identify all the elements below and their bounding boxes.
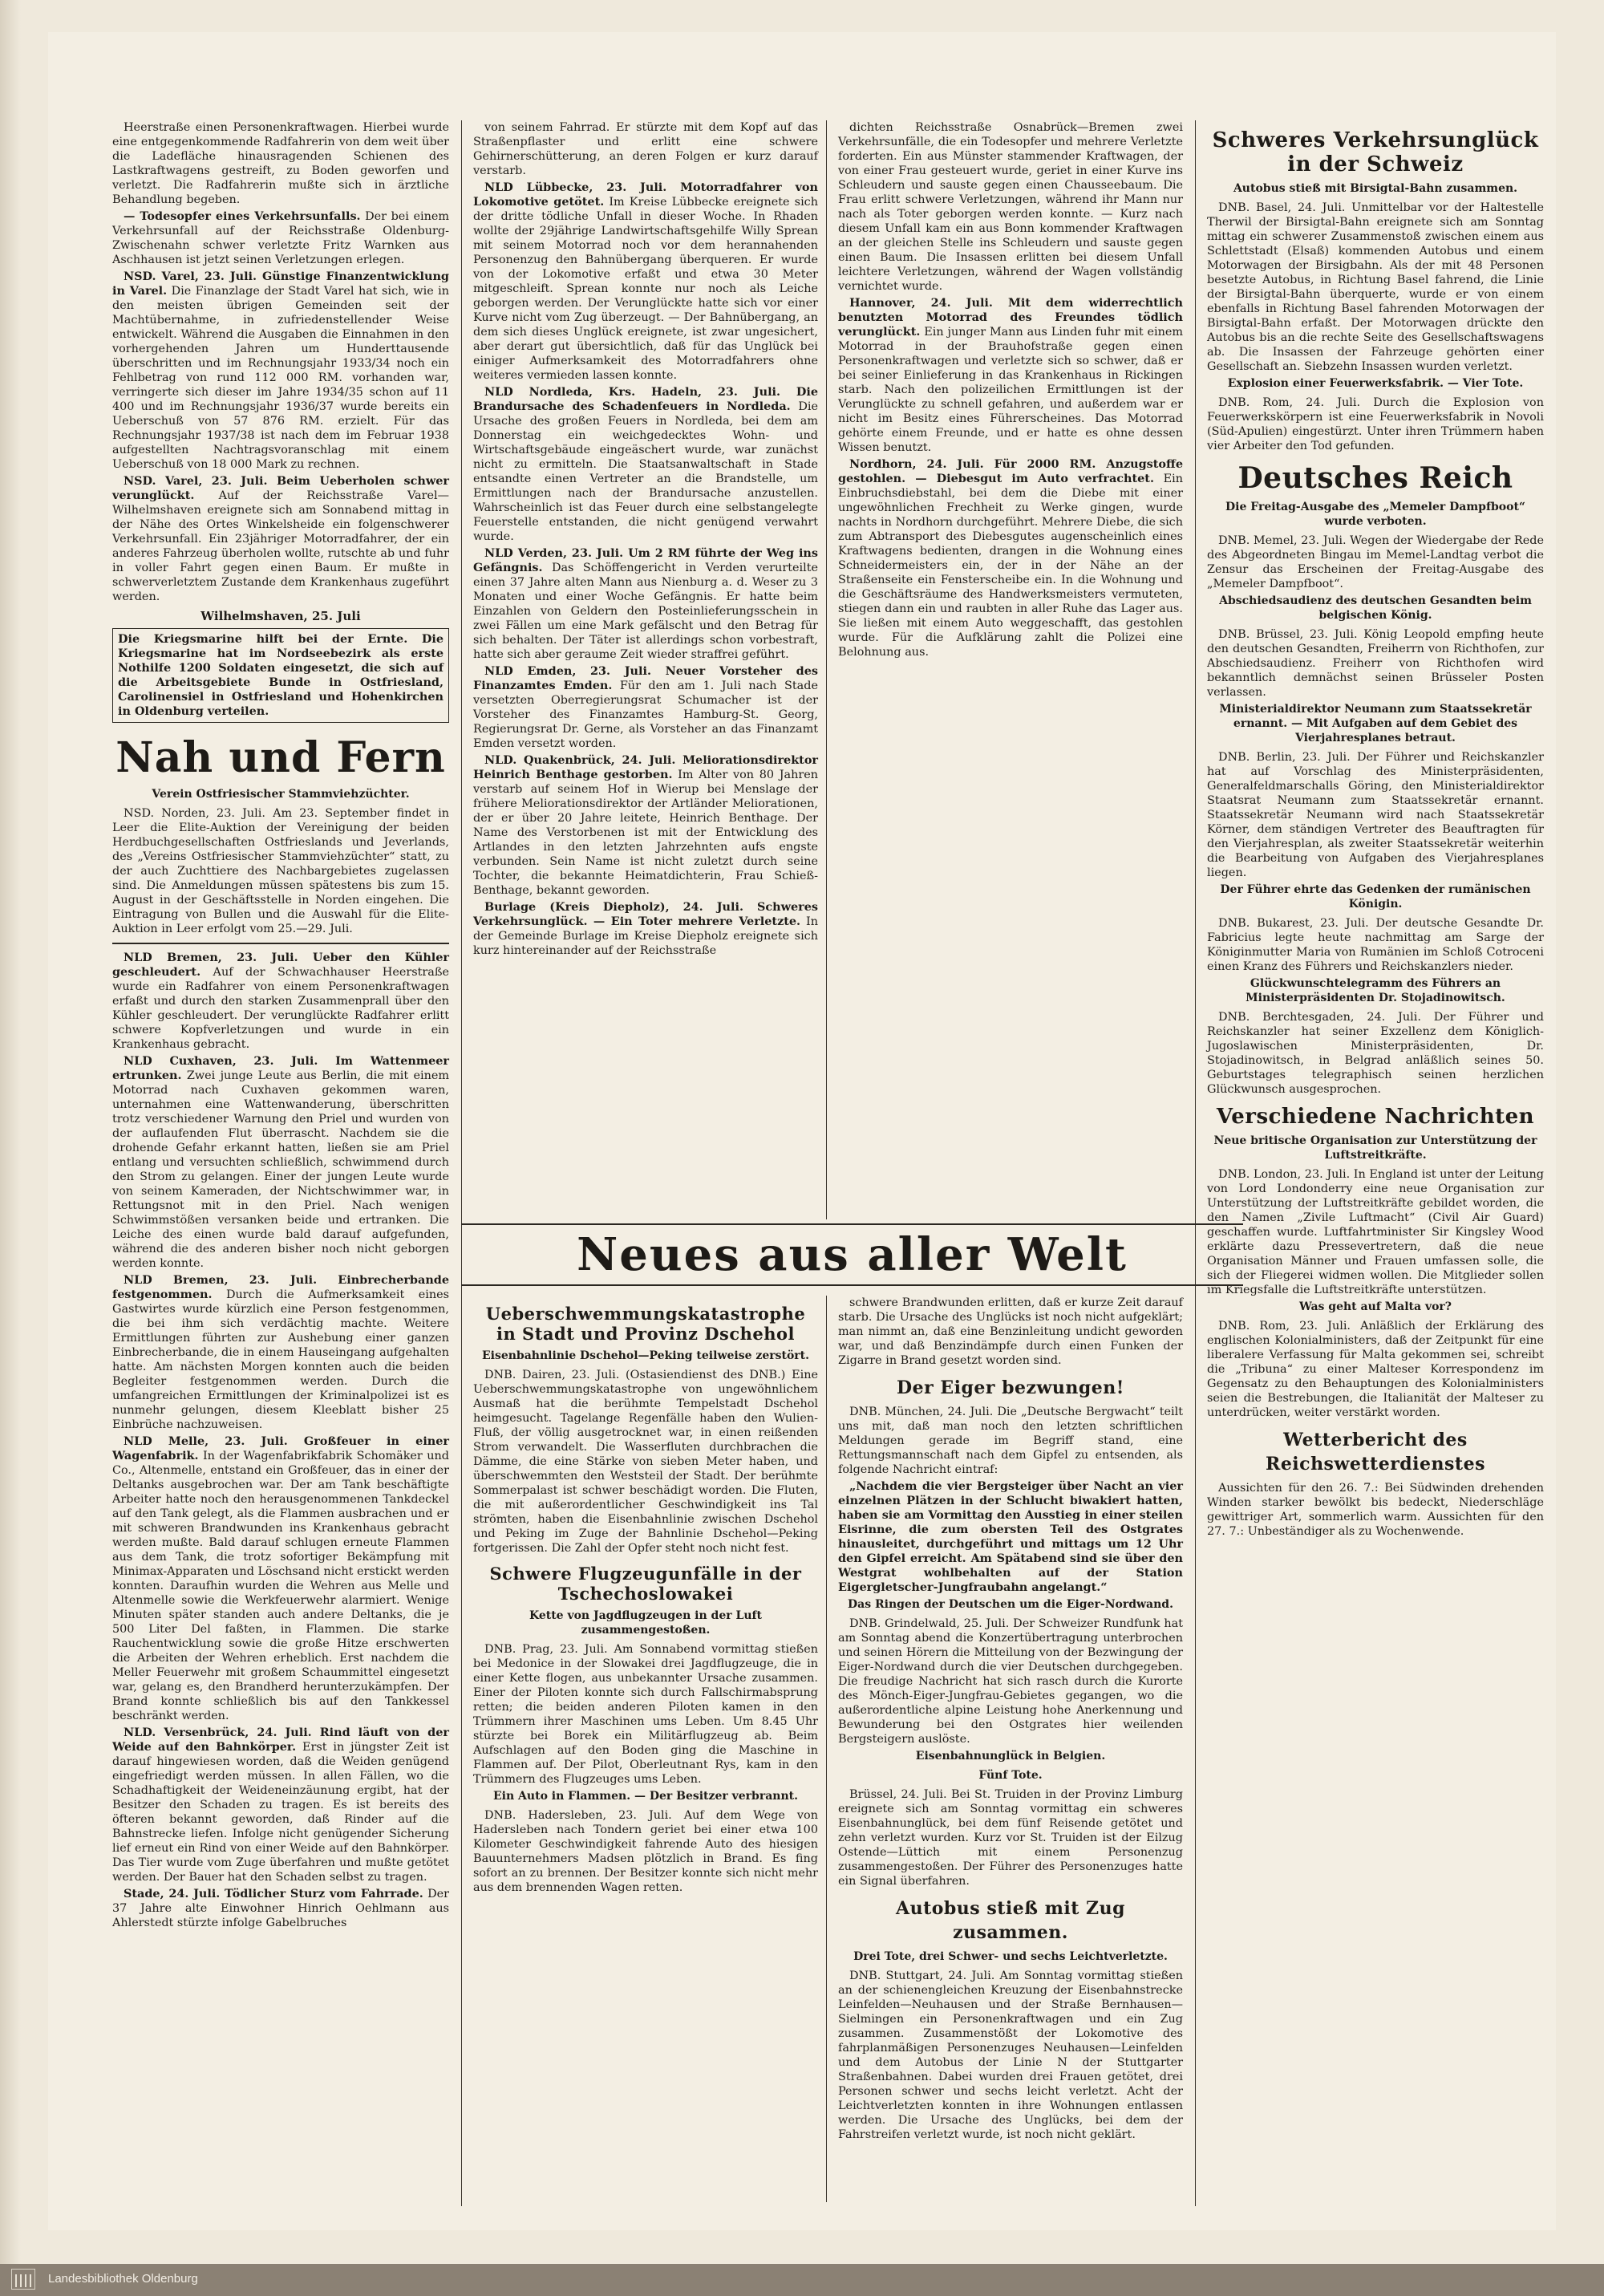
library-footer bbox=[0, 2264, 1604, 2296]
wilhelmshaven-dateline: Wilhelmshaven, 25. Juli bbox=[200, 609, 361, 623]
page-edge-shadow bbox=[0, 0, 21, 2264]
column-2-lower bbox=[473, 1296, 818, 1897]
luebbecke-heading: NLD Lübbecke, 23. Juli. Motorradfahrer von Lokomotive getötet. bbox=[473, 181, 818, 209]
column-1 bbox=[112, 120, 449, 1933]
dschehol-heading: Ueberschwemmungskatastrophe in Stadt und Provinz Dschehol bbox=[485, 1304, 806, 1344]
explosion-text: DNB. Rom, 24. Juli. Durch die Explosion von Feuerwerkskörpern ist eine Feuerwerksfabrik in Novoli (Süd-Apulien) eingestürzt. Unter ihren Trümmern haben vier Arbeiter den Tod gefunden. bbox=[1207, 396, 1544, 452]
malta-text: DNB. Rom, 23. Juli. Anläßlich der Erklärung des englischen Kolonialministers, daß der Zeitpunkt für eine liberalere Verfassung für Malta gekommen sei, schreibt die „Tribuna“ zu einer Malteser Korrespondenz im Gegensatz zu den Behauptungen des Kolonialministers seien die Bestrebungen, die Italianität der Malteser zu unterdrücken, weiter verstärkt worden. bbox=[1207, 1320, 1544, 1419]
autobus-zug-text: DNB. Stuttgart, 24. Juli. Am Sonntag vormittag stießen an der schienengleichen Kreuzung der Eisenbahnstrecke Leinfelden—Neuhausen und der Straße Bernhausen—Sielmingen ein Personenkraftwagen und ein Zug zusammen. Zusammenstößt der Lokomotive des fahrplanmäßigen Personenzuges Neuhausen—Leinfelden und dem Autobus der Linie N der Stuttgarter Straßenbahnen. Dabei wurden drei Frauen getötet, drei Personen schwer und sechs leicht verletzt. Acht der Leichtverletzten konnten in ihre Wohnungen entlassen werden. Die Ursache des Unglücks, bei dem der Fahrstreifen verletzt wurde, ist noch nicht geklärt. bbox=[838, 1969, 1183, 2141]
bremen1-heading: NLD Bremen, 23. Juli. Ueber den Kühler geschleudert. bbox=[112, 951, 449, 979]
kriegsmarine-box: Die Kriegsmarine hilft bei der Ernte. Die Kriegsmarine hat im Nordseebezirk als erste Nothilfe 1200 Soldaten eingesetzt, die sich auf die Arbeitsgebiete Bunde in Ostfriesland, Carolinensiel in Ostfriesland und Hohenkirchen in Oldenburg verteilen. bbox=[112, 628, 449, 723]
belgien-subheading: Fünf Tote. bbox=[978, 1769, 1043, 1782]
nordleda-heading: NLD Nordleda, Krs. Hadeln, 23. Juli. Die Brandursache des Schadenfeuers in Nordleda. bbox=[473, 385, 818, 413]
schweiz-heading: Schweres Verkehrsunglück in der Schweiz bbox=[1212, 128, 1539, 176]
autobus-zug-heading: Autobus stieß mit Zug zusammen. bbox=[896, 1898, 1125, 1943]
ringen-text: DNB. Grindelwald, 25. Juli. Der Schweizer Rundfunk hat am Sonntag abend die Konzertübertragung unterbrochen und seinen Hörern die Mitteilung von der Bezwingung der Eiger-Nordwand durch die vier Deutschen durchgegeben. Die freudige Nachricht hat sich rasch durch die Kurorte des Mönch-Eiger-Jungfrau-Gebietes gegangen, wo die außerordentliche alpine Leistung hohe Anerkennung und Bewunderung bei den Ostgrates hier weilenden Bergsteigern auslöste. bbox=[838, 1617, 1183, 1746]
nordhorn-heading: Nordhorn, 24. Juli. Für 2000 RM. Anzugstoffe gestohlen. — Diebesgut im Auto verfrachtet. bbox=[838, 457, 1183, 485]
burlage-heading: Burlage (Kreis Diepholz), 24. Juli. Schweres Verkehrsunglück. — Ein Toter mehrere Verletzte. bbox=[473, 900, 818, 928]
bremen2-heading: NLD Bremen, 23. Juli. Einbrecherbande festgenommen. bbox=[112, 1273, 449, 1301]
cuxhaven-text: Zwei junge Leute aus Berlin, die mit einem Motorrad nach Cuxhaven gekommen waren, unternahmen eine Wattenwanderung, überschritten trotz verschiedener Warnung den Priel und wurden von der auflaufenden Flut überrascht. Nachdem sie die drohende Gefahr erkannt hatten, ließen sie am Priel entlang und versuchten schließlich, schwimmend durch den Strom zu gelangen. Einer der jungen Leute wurde von seinem Kameraden, der Nichtschwimmer war, in Rettungsnot mit in den Priel. Nach wenigen Schwimmstößen versanken beide und ertranken. Die Leiche des einen wurde bald darauf aufgefunden, während die des anderen bisher noch nicht geborgen werden konnte. bbox=[112, 1069, 449, 1270]
todesopfer-heading: — Todesopfer eines Verkehrsunfalls. bbox=[124, 209, 361, 223]
cuxhaven-heading: NLD Cuxhaven, 23. Juli. Im Wattenmeer ertrunken. bbox=[112, 1054, 449, 1082]
col1-intro: Heerstraße einen Personenkraftwagen. Hierbei wurde eine entgegenkommende Radfahrerin von dem weit über die Ladefläche hinausragenden Schienen des Lastkraftwagens gestreift, zu Boden geworfen und verletzt. Die Radfahrerin mußte sich in ärztliche Behandlung begeben. bbox=[112, 121, 449, 206]
glueckwunsch-text: DNB. Berchtesgaden, 24. Juli. Der Führer und Reichskanzler hat seiner Exzellenz dem Königlich-Jugoslawischen Ministerpräsidenten, Dr. Stojadinowitsch, in Belgrad anläßlich seines 50. Geburtstages telegraphisch seinen herzlichen Glückwunsch ausgesprochen. bbox=[1207, 1011, 1544, 1096]
belgien-heading: Eisenbahnunglück in Belgien. bbox=[915, 1750, 1106, 1763]
memel-text: DNB. Memel, 23. Juli. Wegen der Wiedergabe der Rede des Abgeordneten Bingau im Memel-Landtag verbot die Zensur das Erscheinen der Freitag-Ausgabe des „Memeler Dampfboot“. bbox=[1207, 534, 1544, 590]
library-building-icon bbox=[11, 2269, 35, 2290]
melle-heading: NLD Melle, 23. Juli. Großfeuer in einer Wagenfabrik. bbox=[112, 1434, 449, 1462]
stade-text: Der 37 Jahre alte Einwohner Hinrich Oehlmann aus Ahlerstedt stürzte infolge Gabelbruches bbox=[112, 1888, 449, 1929]
wetterbericht-text: Aussichten für den 26. 7.: Bei Südwinden drehenden Winden starker bewölkt bis bedeckt, Niederschläge gewittriger Art, sommerlich warm. Aussichten für den 27. 7.: Unbeständiger als zu Wochenwende. bbox=[1207, 1482, 1544, 1538]
column-rule-3 bbox=[1195, 120, 1196, 2206]
nah-und-fern-heading: Nah und Fern bbox=[115, 733, 446, 782]
emden-text: Für den am 1. Juli nach Stade versetzten Oberregierungsrat Schumacher ist der Vorsteher des Finanzamtes Hamburg-St. Georg, Regierungsrat Dr. Gerne, als Vorsteher an das Finanzamt Emden versetzt worden. bbox=[473, 679, 818, 750]
dschehol-text: DNB. Dairen, 23. Juli. (Ostasiendienst des DNB.) Eine Ueberschwemmungskatastrophe von ungewöhnlichem Ausmaß hat die berühmte Tempelstadt Dschehol heimgesucht. Tagelange Regenfälle haben den Wulien-Fluß, der völlig ausgetrocknet war, in einen reißenden Strom verwandelt. Die Wasserfluten durchbrachen die Dämme, die eine Stärke von sieben Meter haben, und überschwemmten den Weststeil der Stadt. Der berühmte Sommerpalast ist schwer beschädigt worden. Die Fluten, die mit außerordentlicher Geschwindigkeit ins Tal strömten, haben die Eisenbahnlinie zwischen Dschehol und Peking im Zuge der Bahnlinie Dschehol—Peking fortgerissen. Die Zahl der Opfer steht noch nicht fest. bbox=[473, 1369, 818, 1555]
verschiedene-nachrichten-heading: Verschiedene Nachrichten bbox=[1216, 1105, 1535, 1129]
varel2-heading: NSD. Varel, 23. Juli. Beim Ueberholen schwer verunglückt. bbox=[112, 474, 449, 502]
library-name: Landesbibliothek Oldenburg bbox=[48, 2272, 198, 2286]
neumann-text: DNB. Berlin, 23. Juli. Der Führer und Reichskanzler hat auf Vorschlag des Ministerpräsidenten, Generalfeldmarschalls Göring, den Ministerialdirektor Staatsrat Neumann zum Staatssekretär ernannt. Staatssekretär Neumann wird nach Staatssekretär Körner, dem ständigen Vertreter des Beauftragten für den Vierjahresplan, als zweiter Staatssekretär weiterhin die Bearbeitung von Aufgaben des Vierjahresplanes liegen. bbox=[1207, 751, 1544, 879]
verden-heading: NLD Verden, 23. Juli. Um 2 RM führte der Weg ins Gefängnis. bbox=[473, 546, 818, 574]
bremen1-text: Auf der Schwachhauser Heerstraße wurde ein Radfahrer von einem Personenkraftwagen erfaßt und durch den starken Zusammenprall über den Kühler geschleudert. Der verunglückte Radfahrer erlitt schwere Kopfverletzungen und wurde in ein Krankenhaus gebracht. bbox=[112, 966, 450, 1051]
column-4 bbox=[1207, 120, 1544, 1541]
ringen-heading: Das Ringen der Deutschen um die Eiger-Nordwand. bbox=[848, 1598, 1173, 1611]
schweiz-text: DNB. Basel, 24. Juli. Unmittelbar vor der Haltestelle Therwil der Birsigtal-Bahn ereignete sich am Sonntag mittag ein schwerer Zusammenstoß zwischen einem aus Schlettstadt (Elsaß) kommenden Autobus und einem Motorwagen der Birsigbahn. Als der mit 48 Personen besetzte Autobus, in Richtung Basel fahrend, die Linie der Birsigtal-Bahn überquerte, wurde er von einem ebenfalls in Richtung Basel fahrenden Motorwagen der Birsigtal-Bahn erfaßt. Der Motorwagen drückte den Autobus bis an die rechte Seite des Gesellschaftswagens ab. Die Insassen der Fahrzeuge gehörten einer Gesellschaft an. Siebzehn Insassen wurden verletzt. bbox=[1207, 201, 1544, 373]
column-2 bbox=[473, 120, 818, 960]
nordhorn-text: Ein Einbruchsdiebstahl, bei dem die Diebe mit einer ungewöhnlichen Frechheit zu Werke gingen, wurde nachts in Nordhorn durchgeführt. Mehrere Diebe, die sich zum Abtransport des Diebesgutes augenscheinlich eines Kraftwagens bedienten, drangen in die Wohnung eines Schneidermeisters ein, der in der Nähe an der Straßenseite ein Fensterscheibe ein. In die Wohnung und die Geschäftsräume des Handwerksmeisters vermuteten, stiegen dann ein und raubten in aller Ruhe das Lager aus. Sie ließen mit einem Auto weggeschafft, das gestohlen wurde. Für die Aufklärung zahlt die Polizei eine Belohnung aus. bbox=[838, 473, 1184, 659]
stade-heading: Stade, 24. Juli. Tödlicher Sturz vom Fahrrade. bbox=[124, 1887, 423, 1900]
column-rule-2 bbox=[826, 120, 827, 1219]
deutsches-reich-heading: Deutsches Reich bbox=[1237, 461, 1513, 495]
memel-heading: Die Freitag-Ausgabe des „Memeler Dampfboot“ wurde verboten. bbox=[1225, 501, 1525, 528]
fuehrer-heading: Der Führer ehrte das Gedenken der rumänischen Königin. bbox=[1220, 883, 1531, 911]
glueckwunsch-heading: Glückwunschtelegramm des Führers an Ministerpräsidenten Dr. Stojadinowitsch. bbox=[1246, 977, 1505, 1004]
wetterbericht-heading: Wetterbericht des Reichswetterdienstes bbox=[1266, 1430, 1485, 1475]
hannover-heading: Hannover, 24. Juli. Mit dem widerrechtlich benutzten Motorrad des Freundes tödlich verunglückt. bbox=[838, 296, 1183, 339]
luebbecke-text: Im Kreise Lübbecke ereignete sich der dritte tödliche Unfall in dieser Woche. In Rhaden wollte der 29jährige Landwirtschaftsgehilfe Willy Sprean mit seinem Motorrad noch vor dem herannahenden Personenzug den Bahnübergang überqueren. Er wurde von der Lokomotive erfaßt und etwa 30 Meter mitgeschleift. Sprean konnte nur noch als Leiche geborgen werden. Der Verunglückte hatte sich vor einer Kurve nicht vom Zug überzeugt. — Der Bahnübergang, an dem sich dieses Unglück ereignete, ist zwar ungesichert, aber derart gut übersichtlich, daß für das Unglück bei einiger Aufmerksamkeit des Motorradfahrers ohne weiteres vermieden lassen konnte. bbox=[473, 196, 819, 382]
auto-flammen-text: DNB. Hadersleben, 23. Juli. Auf dem Wege von Hadersleben nach Tondern geriet bei einer etwa 100 Kilometer Geschwindigkeit fahrende Auto des hiesigen Bauunternehmers Madsen plötzlich in Brand. Es fing sofort an zu brennen. Der Besitzer konnte sich nicht mehr aus dem brennenden Wagen retten. bbox=[473, 1809, 818, 1894]
abschied-text: DNB. Brüssel, 23. Juli. König Leopold empfing heute den deutschen Gesandten, Freiherrn von Richthofen, zur Abschiedsaudienz. Freiherr von Richthofen wird bekanntlich demnächst seinen Brüsseler Posten verlassen. bbox=[1207, 628, 1544, 699]
flugzeugunfaelle-subheading: Kette von Jagdflugzeugen in der Luft zusammengestoßen. bbox=[529, 1609, 763, 1637]
versenbrueck-heading: NLD. Versenbrück, 24. Juli. Rind läuft von der Weide auf den Bahnkörper. bbox=[112, 1726, 449, 1754]
col3b-intro: schwere Brandwunden erlitten, daß er kurze Zeit darauf starb. Die Ursache des Unglücks ist noch nicht aufgeklärt; man nimmt an, daß eine Benzinleitung undicht geworden war, und daß Benzindämpfe durch einen Funken der Zigarre in Brand gesetzt worden sind. bbox=[838, 1296, 1183, 1367]
flugzeugunfaelle-text: DNB. Prag, 23. Juli. Am Sonnabend vormittag stießen bei Medonice in der Slowakei drei Jagdflugzeuge, die in einer Kette flogen, aus unbekannter Ursache zusammen. Einer der Piloten konnte sich durch Fallschirmabsprung retten; die beiden anderen Piloten kamen in den Trümmern ihrer Maschinen ums Leben. Um 8.45 Uhr stürzte bei Borek ein Militärflugzeug ab. Beim Aufschlagen auf den Boden ging die Maschine in Flammen auf. Der Pilot, Oberleutnant Rys, kam in den Trümmern des Flugzeuges ums Leben. bbox=[473, 1643, 818, 1786]
hannover-text: Ein junger Mann aus Linden fuhr mit einem Motorrad in der Brauhofstraße gegen einen Personenkraftwagen und verletzte sich so schwer, daß er bei seiner Einlieferung in das Krankenhaus in Rickingen starb. Nach den polizeilichen Ermittlungen ist der Verunglückte zu schnell gefahren, und außerdem war er nicht im Besitz eines Führerscheines. Das Motorrad gehörte einem Freunde, und er hatte es ohne dessen Wissen benutzt. bbox=[838, 326, 1183, 454]
explosion-heading: Explosion einer Feuerwerksfabrik. — Vier Tote. bbox=[1227, 377, 1524, 390]
varel1-heading: NSD. Varel, 23. Juli. Günstige Finanzentwicklung in Varel. bbox=[112, 270, 449, 298]
eiger-text: DNB. München, 24. Juli. Die „Deutsche Bergwacht“ teilt uns mit, daß man noch den letzten schriftlichen Meldungen gerade im Begriff stand, eine Rettungsmannschaft nach dem Gipfel zu entsenden, als folgende Nachricht eintraf: bbox=[838, 1406, 1183, 1476]
norden-text: NSD. Norden, 23. Juli. Am 23. September findet in Leer die Elite-Auktion der Vereinigung der beiden Herdbuchgesellschaften Ostfrieslands und Jeverlands, des „Vereins Ostfriesischer Stammviehzüchter“ statt, zu der auch Zuchttiere des Nachbargebietes zugelassen sind. Die Anmeldungen müssen spätestens bis zum 15. August in der Geschäftsstelle in Norden eingehen. Die Eintragung von Bullen und die Auswahl für die Elite-Auktion in Leer erfolgt vom 25.—29. Juli. bbox=[112, 807, 449, 935]
divider bbox=[112, 943, 449, 944]
bremen2-text: Durch die Aufmerksamkeit eines Gastwirtes wurde kürzlich eine Person festgenommen, die bei ihm sich verdächtig machte. Weitere Ermittlungen führten zur Aushebung einer ganzen Einbrecherbande, die in einem Hauseingang aufgehalten hatte. Am nächsten Morgen konnten auch die beiden Begleiter festgenommen werden. Durch die umfangreichen Ermittlungen der Kriminalpolizei ist es nunmehr gelungen, diesem Kleeblatt bisher 25 Einbrüche nachzuweisen. bbox=[112, 1288, 449, 1431]
col3-intro: dichten Reichsstraße Osnabrück—Bremen zwei Verkehrsunfälle, die ein Todesopfer und mehrere Verletzte forderten. Ein aus Münster stammender Kraftwagen, der von einer Frau gesteuert wurde, geriet in einer Kurve ins Schleudern und sauste gegen einen Chausseebaum. Die Frau erlitt schwere Verletzungen, während ihr Mann nur nach als Toter geborgen werden konnte. — Kurz nach diesem Unfall kam ein aus Bonn kommender Kraftwagen an der gleichen Stelle ins Schleudern und sauste gegen einen Baum. Die Insassen erlitten bei diesem Unfall leichtere Verletzungen, während der Wagen vollständig vernichtet wurde. bbox=[838, 121, 1183, 293]
column-3-lower bbox=[838, 1296, 1183, 2144]
verein-heading: Verein Ostfriesischer Stammviehzüchter. bbox=[152, 788, 410, 801]
col2-intro: von seinem Fahrrad. Er stürzte mit dem Kopf auf das Straßenpflaster und erlitt eine schwere Gehirnerschütterung, an deren Folgen er kurz darauf verstarb. bbox=[473, 121, 818, 177]
column-rule-2-lower bbox=[826, 1296, 827, 2202]
britisch-heading: Neue britische Organisation zur Unterstützung der Luftstreitkräfte. bbox=[1213, 1134, 1537, 1162]
verden-text: Das Schöffengericht in Verden verurteilte einen 37 Jahre alten Mann aus Nienburg a. d. Weser zu 3 Monaten und einer Woche Gefängnis. Er hatte beim Einzahlen von Geldern den Posteinlieferungsschein in zwei Fällen um eine Mark gefälscht und den Betrag für sich behalten. Der Täter ist allerdings schon vorbestraft, hatte sich aber geraume Zeit wieder straffrei geführt. bbox=[473, 562, 819, 661]
column-rule-1 bbox=[461, 120, 462, 2206]
eiger-quote: „Nachdem die vier Bergsteiger über Nacht an vier einzelnen Plätzen in der Schlucht biwakiert hatten, haben sie am Vormittag den Ausstieg in einer steilen Eisrinne, die zum obersten Teil des Ostgrates hinausleitet, durchgeführt und mittags um 12 Uhr den Gipfel erreicht. Am Spätabend sind sie über den Westgrat wohlbehalten auf der Station Eigergletscher-Jungfraubahn angelangt.“ bbox=[838, 1479, 1183, 1594]
versenbrueck-text: Erst in jüngster Zeit ist darauf hingewiesen worden, daß die Weiden genügend eingefriedigt werden müssen. In allen Fällen, wo die Schadhaftigkeit der Weideneinzäunung ergibt, hat der Besitzer den Schaden zu tragen. Es ist bereits des öfteren bekannt geworden, daß Rinder auf die Bahnstrecke liefen. Infolge nicht genügender Sicherung lief erneut ein Rind von einer Weide auf den Bahnkörper. Das Tier wurde vom Zuge überfahren und mußte getötet werden. Der Bauer hat den Schaden selbst zu tragen. bbox=[112, 1741, 450, 1884]
fuehrer-text: DNB. Bukarest, 23. Juli. Der deutsche Gesandte Dr. Fabricius legte heute nachmittag am Sarge der Königinmutter Maria von Rumänien im Schloß Cotroceni einen Kranz des Führers und Reichskanzlers nieder. bbox=[1207, 917, 1544, 973]
flugzeugunfaelle-heading: Schwere Flugzeugunfälle in der Tschechoslowakei bbox=[489, 1564, 802, 1604]
dschehol-subheading: Eisenbahnlinie Dschehol—Peking teilweise zerstört. bbox=[481, 1349, 810, 1362]
burlage-text: In der Gemeinde Burlage im Kreise Diepholz ereignete sich kurz hintereinander auf der Reichsstraße bbox=[473, 915, 818, 957]
nordleda-text: Die Ursache des großen Feuers in Nordleda, bei dem am Donnerstag ein weichgedecktes Wohn- und Wirtschaftsgebäude eingeäschert wurde, war zunächst nicht zu ermitteln. Die Staatsanwaltschaft in Stade entsandte einen Vertreter an die Brandstelle, um Ermittlungen nach der Brandursache anzustellen. Wahrscheinlich ist das Feuer durch eine selbstangelegte Feuerstelle entstanden, die nicht genügend verwahrt wurde. bbox=[473, 400, 818, 543]
auto-flammen-heading: Ein Auto in Flammen. — Der Besitzer verbrannt. bbox=[493, 1790, 798, 1803]
varel2-text: Auf der Reichsstraße Varel—Wilhelmshaven ereignete sich am Sonnabend mittag in der Nähe des Ortes Winkelsheide ein folgenschwerer Verkehrsunfall. Ein 23jähriger Motorradfahrer, der ein anderes Fahrzeug überholen wollte, rutschte ab und fuhr in voller Fahrt gegen einen Baum. Er mußte in schwerverletztem Zustande dem Krankenhaus zugeführt werden. bbox=[112, 489, 450, 603]
varel1-text: Die Finanzlage der Stadt Varel hat sich, wie in den meisten übrigen Gemeinden seit der Machtübernahme, in zufriedenstellender Weise entwickelt. Während die Ausgaben die Einnahmen in den vorhergehenden Jahren um Hunderttausende überschritten und im Rechnungsjahr 1933/34 noch ein Fehlbetrag von rund 112 000 RM. vorhanden war, verringerte sich dieser im Jahre 1934/35 schon auf 11 400 und im Rechnungsjahr 1936/37 wurde bereits ein Ueberschuß von 57 876 RM. erzielt. Für das Rechnungsjahr 1937/38 ist nach dem im Februar 1938 aufgestellten Nachtragsvoranschlag mit einem Ueberschuß von 18 000 Mark zu rechnen. bbox=[112, 285, 449, 471]
melle-text: In der Wagenfabrikfabrik Schomäker und Co., Altenmelle, entstand ein Großfeuer, das in einer der Deltanks ausgebrochen war. Der am Tank beschäftigte Arbeiter hatte noch den herausgenommenen Tankdeckel auf den Tank gelegt, als die Flammen ausbrachen und er mit schweren Brandwunden ins Krankenhaus gebracht werden mußte. Bald darauf schlugen erneute Flammen aus dem Tank, die trotz sofortiger Bekämpfung mit Minimax-Apparaten und Löschsand nicht erstickt werden konnten. Daraufhin wurden die Wehren aus Melle und Altenmelle sowie die Werkfeuerwehr alarmiert. Wenige Minuten später standen auch andere Deltanks, die je 500 Liter Del faßten, in Flammen. Die starke Rauchentwicklung sowie die große Hitze erschwerten die Arbeiten der Wehren erheblich. Erst nachdem die Meller Feuerwehr mit großem Schaummittel eingesetzt war, gelang es, den Brandherd herunterzukämpfen. Der Brand konnte schließlich bis auf den Tankkessel beschränkt werden. bbox=[112, 1450, 449, 1722]
neumann-heading: Ministerialdirektor Neumann zum Staatssekretär ernannt. — Mit Aufgaben auf dem Gebiet des Vierjahresplanes betraut. bbox=[1219, 703, 1532, 744]
quakenbrueck-heading: NLD. Quakenbrück, 24. Juli. Meliorationsdirektor Heinrich Benthage gestorben. bbox=[473, 753, 818, 781]
banner-title: Neues aus aller Welt bbox=[577, 1228, 1128, 1281]
eiger-heading: Der Eiger bezwungen! bbox=[897, 1377, 1124, 1398]
belgien-text: Brüssel, 24. Juli. Bei St. Truiden in der Provinz Limburg ereignete sich am Sonntag vormittag ein schweres Eisenbahnunglück, bei dem fünf Reisende getötet und zehn verletzt wurden. Kurz vor St. Truiden ist der Eilzug Ostende—Lüttich mit einem Personenzug zusammengestoßen. Der Führer des Personenzuges hatte ein Signal überfahren. bbox=[838, 1788, 1183, 1888]
autobus-zug-subheading: Drei Tote, drei Schwer- und sechs Leichtverletzte. bbox=[853, 1950, 1168, 1963]
schweiz-subheading: Autobus stieß mit Birsigtal-Bahn zusammen. bbox=[1233, 182, 1518, 195]
todesopfer-text: Der bei einem Verkehrsunfall auf der Reichsstraße Oldenburg-Zwischenahn schwer verletzte Fritz Warnken aus Aschhausen ist jetzt seinen Verletzungen erlegen. bbox=[112, 210, 449, 266]
neues-aus-aller-welt-banner bbox=[461, 1223, 1243, 1286]
column-3 bbox=[838, 120, 1183, 662]
abschied-heading: Abschiedsaudienz des deutschen Gesandten beim belgischen König. bbox=[1219, 594, 1532, 622]
britisch-text: DNB. London, 23. Juli. In England ist unter der Leitung von Lord Londonderry eine neue Organisation zur Unterstützung der Luftstreitkräfte gebildet worden, die den Namen „Zivile Luftmacht“ (Civil Air Guard) geschaffen wurde. Luftfahrtminister Sir Kingsley Wood erklärte dazu Pressevertretern, daß die neue Organisation Männer und Frauen umfassen solle, die sich der Fliegerei widmen wollen. Die Mitglieder sollen im Kriegsfalle die Luftstreitkräfte unterstützen. bbox=[1207, 1168, 1544, 1296]
quakenbrueck-text: Im Alter von 80 Jahren verstarb auf seinem Hof in Wierup bei Menslage der frühere Meliorationsdirektor der Artländer Meliorationen, der er über 20 Jahre leitete, Heinrich Benthage. Der Name des Verstorbenen ist mit der Entwicklung des Artlandes in den letzten Jahrzehnten aufs engste verbunden. Sein Name ist nicht zuletzt durch seine Tochter, die bekannte Heimatdichterin, Frau Schieß-Benthage, bekannt geworden. bbox=[473, 769, 818, 897]
emden-heading: NLD Emden, 23. Juli. Neuer Vorsteher des Finanzamtes Emden. bbox=[473, 664, 818, 692]
malta-heading: Was geht auf Malta vor? bbox=[1298, 1300, 1452, 1313]
